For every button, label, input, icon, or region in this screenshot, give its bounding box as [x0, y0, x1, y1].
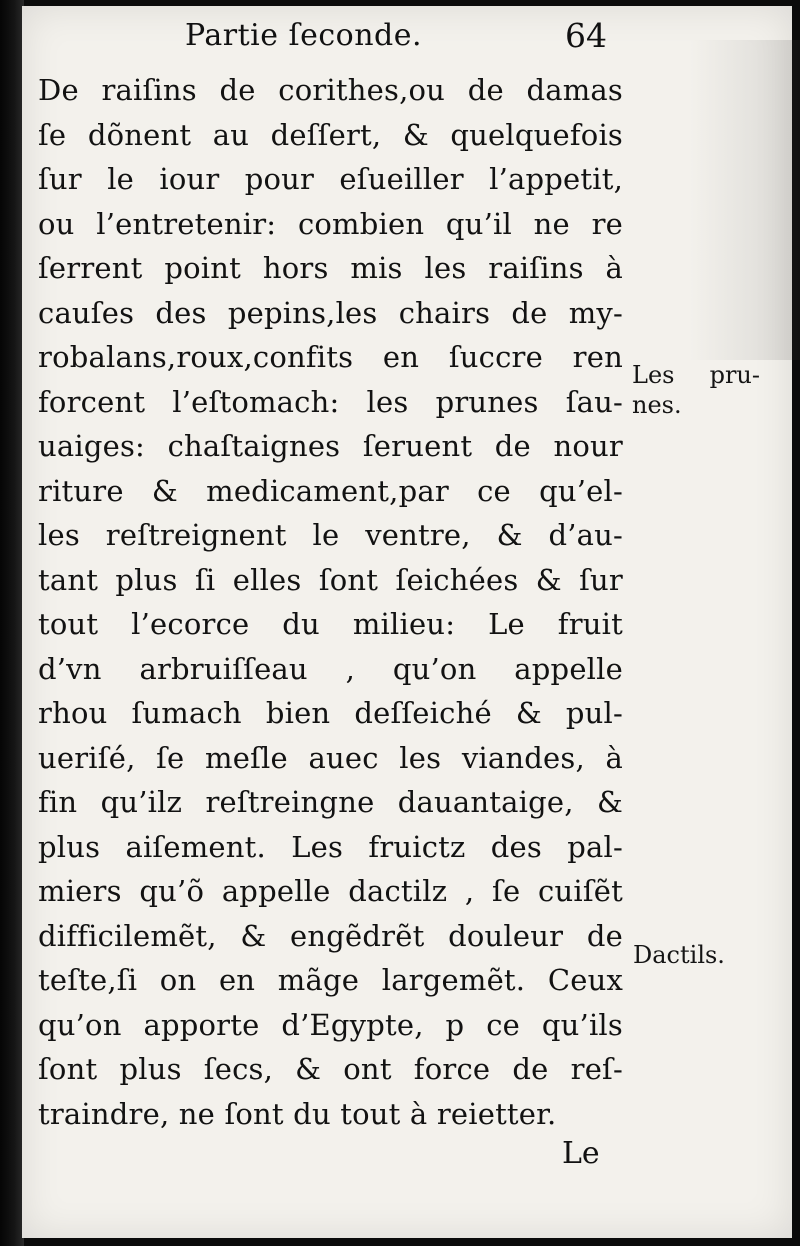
- margin-note-dactils: Dactils.: [633, 941, 725, 969]
- catchword: Le: [562, 1136, 600, 1171]
- text-line: ſerrent point hors mis les raiſins à: [38, 251, 623, 285]
- text-line: teſte,ſi on en mãge largemẽt. Ceux: [38, 963, 623, 997]
- text-line: robalans,roux,confits en ſuccre ren: [38, 340, 623, 374]
- text-line: ſont plus ſecs, & ont force de reſ-: [38, 1052, 623, 1086]
- text-line: d’vn arbruiſſeau , qu’on appelle: [38, 651, 623, 686]
- text-line: ou l’entretenir: combien qu’il ne re: [38, 206, 623, 241]
- show-through-bleed: [690, 40, 800, 360]
- text-line: cauſes des pepins,les chairs de my-: [38, 295, 623, 330]
- text-line: forcent l’eſtomach: les prunes ſau-: [38, 384, 623, 419]
- text-line: les reſtreignent le ventre, & d’au-: [38, 518, 623, 552]
- margin-note-prunes: [632, 360, 782, 420]
- text-line: uaiges: chaſtaignes ſeruent de nour: [38, 429, 623, 463]
- text-line: tout l’ecorce du milieu: Le fruit: [38, 607, 623, 641]
- text-line: miers qu’õ appelle dactilz , ſe cuiſẽt: [38, 874, 623, 908]
- text-line: De raiſins de corithes,ou de damas: [38, 73, 623, 107]
- text-line: riture & medicament,par ce qu’el-: [38, 473, 623, 508]
- text-line: fin qu’ilz reſtreingne dauantaige, &: [38, 785, 623, 819]
- margin-note-line: Les pru-: [632, 361, 760, 389]
- text-line: ſe dõnent au deſſert, & quelquefois: [38, 117, 623, 152]
- text-line: difficilemẽt, & engẽdrẽt douleur de: [38, 918, 623, 953]
- text-line: traindre, ne ſont du tout à reietter.: [38, 1096, 557, 1131]
- text-line: ſur le iour pour eſueiller l’appetit,: [38, 162, 623, 196]
- text-line: ueriſé, ſe meſle auec les viandes, à: [38, 740, 623, 775]
- body-text: [38, 68, 623, 1136]
- text-line: tant plus ſi elles ſont ſeichées & ſur: [38, 562, 623, 597]
- running-title: Partie ſeconde.: [185, 18, 423, 53]
- text-line: qu’on apporte d’Egypte, p ce qu’ils: [38, 1007, 623, 1042]
- margin-note-line: nes.: [632, 391, 682, 419]
- text-line: rhou ſumach bien deſſeiché & pul-: [38, 696, 623, 730]
- text-line: plus aiſement. Les fruictz des pal-: [38, 829, 623, 864]
- book-gutter: [0, 0, 24, 1246]
- page-number: 64: [565, 16, 607, 55]
